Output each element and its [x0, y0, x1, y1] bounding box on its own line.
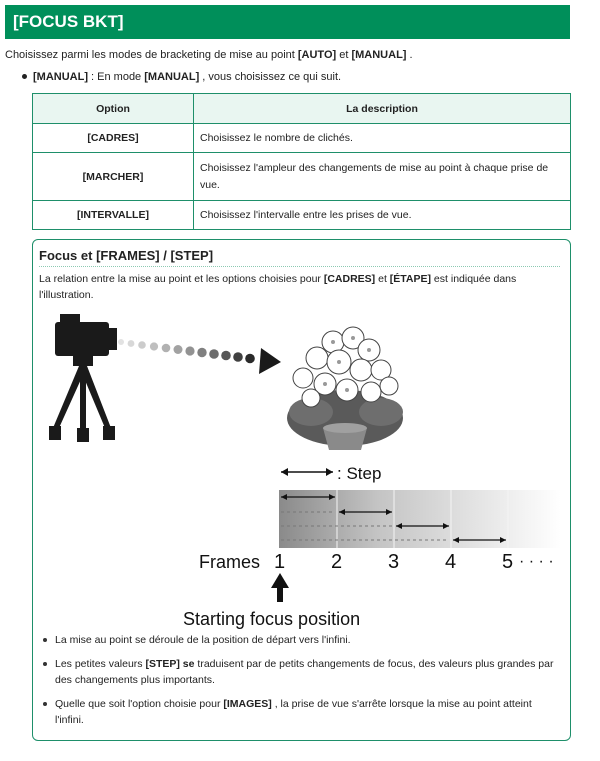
intro-text	[5, 49, 413, 61]
bullet-label: [MANUAL]	[33, 71, 88, 83]
list-item	[43, 696, 563, 728]
tripod-icon	[49, 356, 115, 442]
up-arrow-icon	[271, 573, 289, 602]
table-row	[33, 201, 571, 230]
starting-focus-label: Starting focus position	[183, 609, 361, 629]
intro-mid: et	[336, 49, 352, 61]
step-label: : Step	[337, 464, 382, 483]
camera-icon	[55, 314, 117, 356]
manual-bullet	[22, 71, 341, 83]
intro-pre: Choisissez parmi les modes de bracketing de mise au point	[5, 49, 298, 61]
panel-text-pre: La relation entre la mise au point et les options choisies pour	[39, 273, 324, 285]
notes-list	[43, 632, 563, 736]
bullet-dot-icon	[43, 638, 47, 642]
description-cell: Choisissez le nombre de clichés.	[194, 124, 571, 153]
frame-ellipsis: · · · ·	[519, 553, 554, 570]
page-title: [FOCUS BKT]	[5, 5, 570, 39]
note-text-post: , la prise de vue s'arrête lorsque la mise au point atteint l'infini.	[55, 698, 532, 726]
header-description: La description	[194, 94, 571, 124]
list-item	[43, 632, 563, 648]
frame-number: 1	[274, 551, 286, 573]
frames-label: Frames	[199, 552, 261, 572]
note-text-pre: Les petites valeurs	[55, 658, 146, 670]
table-header-row	[33, 94, 571, 124]
note-text-bold: [IMAGES]	[223, 698, 272, 710]
note-text-pre: Quelle que soit l'option choisie pour	[55, 698, 224, 710]
intro-auto-mode: [AUTO]	[297, 49, 337, 61]
intro-post: .	[406, 49, 413, 61]
panel-text-mid: et	[375, 273, 390, 285]
option-cell: [CADRES]	[33, 124, 194, 153]
flower-icon	[287, 327, 403, 450]
frame-number: 4	[445, 551, 457, 573]
panel-text-step: [ÉTAPE]	[389, 273, 432, 285]
bullet-dot-icon	[22, 74, 27, 79]
option-cell: [INTERVALLE]	[33, 201, 194, 230]
focus-info-panel	[32, 239, 571, 741]
frame-number: 3	[388, 551, 400, 573]
bullet-mode: [MANUAL]	[144, 71, 200, 83]
option-cell: [MARCHER]	[33, 153, 194, 201]
bullet-dot-icon	[43, 702, 47, 706]
table-row	[33, 124, 571, 153]
intro-manual-mode: [MANUAL]	[351, 49, 407, 61]
header-option: Option	[33, 94, 194, 124]
list-item	[43, 656, 563, 688]
panel-text-post: est indiquée dans l'illustration.	[39, 273, 517, 301]
bullet-pre: : En mode	[87, 71, 145, 83]
focus-beam-dots	[118, 339, 281, 374]
bullet-dot-icon	[43, 662, 47, 666]
frame-number: 2	[331, 551, 343, 573]
note-text-post: traduisent par de petits changements de focus, des valeurs plus grandes par des changements plus importants.	[55, 658, 554, 686]
panel-title: Focus et [FRAMES] / [STEP]	[39, 248, 560, 267]
focus-bracketing-illustration	[33, 300, 570, 630]
bullet-post: , vous choisissez ce qui suit.	[199, 71, 342, 83]
panel-text-frames: [CADRES]	[323, 273, 376, 285]
table-row	[33, 153, 571, 201]
step-indicator	[281, 468, 333, 476]
description-cell: Choisissez l'ampleur des changements de mise au point à chaque prise de vue.	[194, 153, 571, 201]
options-table	[32, 93, 571, 230]
focus-gradient-band	[279, 490, 561, 548]
note-text-bold: [STEP] se	[145, 658, 195, 670]
frame-number: 5	[502, 551, 514, 573]
panel-text	[39, 271, 559, 303]
description-cell: Choisissez l'intervalle entre les prises de vue.	[194, 201, 571, 230]
note-text: La mise au point se déroule de la position de départ vers l'infini.	[55, 634, 351, 646]
